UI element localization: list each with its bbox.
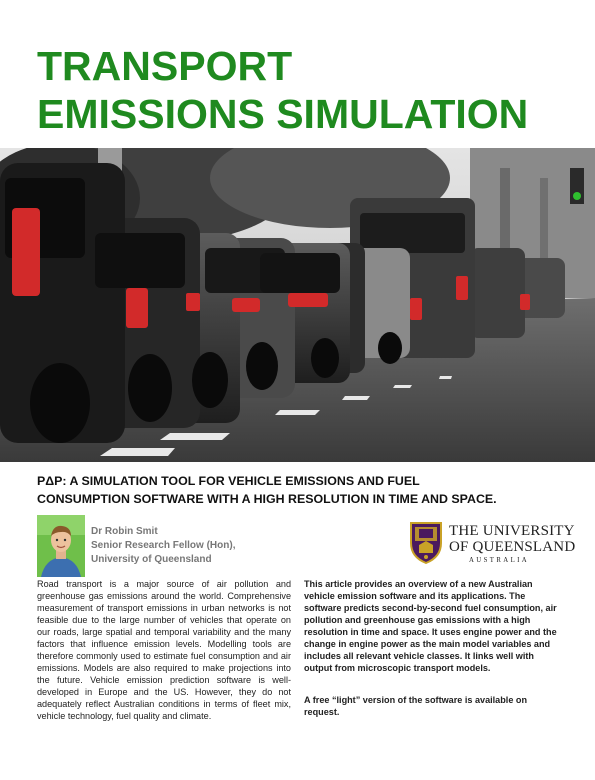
body-right-column [304, 578, 564, 718]
author-affiliation: University of Queensland [91, 554, 212, 565]
author-name: Dr Robin Smit [91, 526, 158, 537]
author-role: Senior Research Fellow (Hon), [91, 540, 236, 551]
uq-logo-line-3: AUSTRALIA [469, 557, 530, 564]
subtitle-line-2: CONSUMPTION SOFTWARE WITH A HIGH RESOLUTION IN TIME AND SPACE. [37, 492, 497, 506]
title-line-2: EMISSIONS SIMULATION [37, 91, 529, 137]
university-logo [409, 521, 576, 571]
body-left-column: Road transport is a major source of air pollution and greenhouse gas emissions around the world. Comprehensive measurement of transport emissions in urban networks is not feasible due to the large number of vehicles that operate on our roads, large spatial and temporal variability and the many factors that influence emission levels. Modelling tools are therefore commonly used to estimate fuel consumption and air emissions. Models are also required to make projections into the future. Vehicle emission prediction software is well-developed in Europe and the US. However, they do not adequately reflect Australian conditions in terms of fleet mix, vehicle technology, fuel quality and climate. [37, 579, 291, 721]
article-subtitle [37, 472, 567, 508]
traffic-photo [0, 148, 595, 462]
crest-icon [409, 521, 443, 565]
author-info [91, 525, 235, 567]
page-title [37, 42, 528, 138]
uq-logo-line-1: THE UNIVERSITY [449, 523, 575, 539]
uq-logo-line-2: OF QUEENSLAND [449, 539, 576, 555]
article-summary: This article provides an overview of a new Australian vehicle emission software and its applications. The software predicts second-by-second fuel consumption, air pollution and greenhouse gas emissions with a high resolution in time and space. It uses engine power and the change in engine power as the main model variables and includes all relevant vehicle classes. It links well with output from microscopic transport models. [304, 579, 557, 673]
title-line-1: TRANSPORT [37, 43, 293, 89]
subtitle-line-1: PΔP: A SIMULATION TOOL FOR VEHICLE EMISSIONS AND FUEL [37, 474, 420, 488]
author-photo [37, 515, 85, 577]
free-version-note: A free “light” version of the software is available on request. [304, 695, 528, 717]
